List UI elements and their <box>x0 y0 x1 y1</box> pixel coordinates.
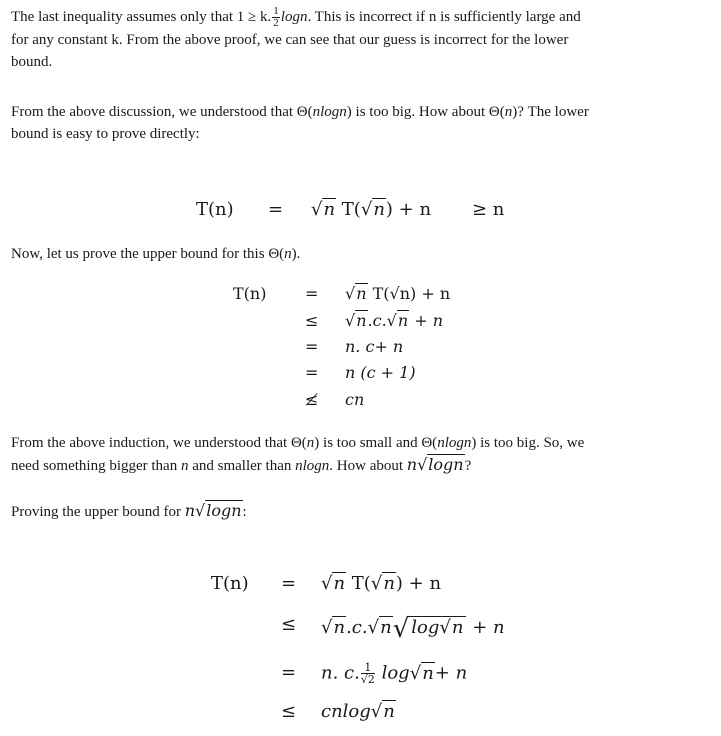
eq2-row-4: n (c + 1) <box>345 363 416 382</box>
eq2-row-3: n. c+ n <box>345 337 404 356</box>
p5-colon: : <box>242 504 247 520</box>
eq2-rel-1: = <box>305 284 319 303</box>
eq1-T: T( <box>336 199 361 220</box>
eq3-r2-end: + n <box>466 617 505 638</box>
eq3-r2-c: .c. <box>346 617 368 638</box>
eq3-rel-1: = <box>281 573 297 594</box>
eq2-row-2-expr: .c. <box>367 311 387 330</box>
p2-line1 <box>11 101 711 123</box>
p2-line2: bound is easy to prove directly: <box>11 126 200 142</box>
p1-text-a: The last inequality assumes only that 1 ≥ k. <box>11 9 272 25</box>
eq2-row-1: √n T(√n) + n <box>345 284 451 303</box>
eq1-ge-n: ≥ n <box>472 199 505 220</box>
eq1-sqrt-n-2: n <box>373 199 385 220</box>
p5-n: n <box>184 501 196 520</box>
eq3-row-2: √n.c.√n√ log√n + n <box>321 614 505 644</box>
p2-nlogn: nlogn <box>312 104 347 120</box>
p4-line2-a: need something bigger than <box>11 458 181 474</box>
eq2-row-1-expr: T(√n) + n <box>372 284 451 303</box>
p4-line1 <box>11 432 711 454</box>
p2-n: n <box>504 104 513 120</box>
p1-fraction <box>272 6 280 29</box>
eq3-r3-frac <box>361 662 375 685</box>
p1-frac-num: 1 <box>273 5 279 18</box>
p4-line2-c: and smaller than <box>188 458 296 474</box>
eq2-rel-5: ≰ <box>305 390 319 409</box>
p4-text-c: ) is too small and Θ( <box>314 435 438 451</box>
equation-3 <box>211 573 571 733</box>
eq1-plus-n: ) + n <box>385 199 432 220</box>
paragraph-1 <box>11 6 711 73</box>
eq3-lhs: T(n) <box>211 573 249 594</box>
p4-line2-nlogn: nlogn <box>295 458 330 474</box>
paragraph-3 <box>11 243 711 265</box>
eq3-row-1: √n T(√n) + n <box>321 573 442 594</box>
p4-text-a: From the above induction, we understood that Θ( <box>11 435 307 451</box>
p3-text-a: Now, let us prove the upper bound for this Θ( <box>11 246 285 262</box>
p4-text-e: ) is too big. So, we <box>471 435 585 451</box>
paragraph-5 <box>11 500 711 523</box>
p2-text-a: From the above discussion, we understood that Θ( <box>11 104 313 120</box>
p4-line2-e: . How about <box>329 458 407 474</box>
p4-line2-q: ? <box>464 458 472 474</box>
p4-sqrt-logn: √logn <box>417 455 464 474</box>
p1-line1 <box>11 6 711 29</box>
p4-line2-n: n <box>180 458 189 474</box>
p3-n: n <box>284 246 292 262</box>
eq2-rel-4: = <box>305 363 319 382</box>
eq3-row-3: n. c. $\frac{1}{√2}$ log√n+ n <box>321 661 468 686</box>
equation-2 <box>233 284 533 414</box>
eq3-r4-a: cnlog <box>321 701 371 722</box>
p4-line2 <box>11 454 711 477</box>
eq2-row-5: cn <box>345 390 365 409</box>
p3-text-c: ). <box>291 246 301 262</box>
eq2-rel-3: = <box>305 337 319 356</box>
paragraph-2 <box>11 101 711 145</box>
eq3-row-4: cnlog√n <box>321 701 395 722</box>
eq2-rel-2: ≤ <box>305 311 319 330</box>
p4-nlogn: nlogn <box>437 435 472 451</box>
p4-logn: logn <box>428 455 464 474</box>
p5-sqrt-logn: √logn <box>195 501 242 520</box>
p1-logn: logn <box>280 9 308 25</box>
p1-line3: bound. <box>11 54 53 71</box>
eq3-r1-mid: T( <box>346 573 371 594</box>
p4-line2-n2: n <box>406 455 418 474</box>
eq1-rhs: √n T(√n) + n <box>311 199 432 220</box>
p1-line2: for any constant k. From the above proof, we can see that our guess is incorrect for the lower <box>11 32 569 49</box>
eq3-r1-end: ) + n <box>395 573 442 594</box>
p5-text-a: Proving the upper bound for <box>11 504 185 520</box>
eq2-lhs: T(n) <box>233 284 267 303</box>
p1-text-c: . This is incorrect if n is sufficiently large and <box>307 9 581 25</box>
eq3-rel-2: ≤ <box>281 614 297 635</box>
eq3-r3-den: √2 <box>360 673 375 686</box>
eq3-r3-log: log <box>375 662 410 684</box>
p2-text-c: ) is too big. How about Θ( <box>346 104 505 120</box>
eq1-relation: = <box>268 199 284 220</box>
p2-text-e: )? The lower <box>512 104 589 120</box>
eq3-r2-log: log <box>411 617 440 638</box>
eq3-rel-3: = <box>281 662 297 683</box>
eq2-row-2: √n.c.√n + n <box>345 311 444 330</box>
eq1-sqrt-n: n <box>323 199 336 220</box>
p1-frac-den: 2 <box>273 17 279 30</box>
eq3-r3-end: + n <box>434 662 468 684</box>
paragraph-4 <box>11 432 711 477</box>
eq1-lhs: T(n) <box>196 199 234 220</box>
p4-n: n <box>306 435 315 451</box>
eq3-r2-bigsqrt: √ log√n <box>393 614 467 644</box>
eq3-r3-a: n. c. <box>321 662 360 684</box>
p5-logn: logn <box>206 501 242 520</box>
eq3-rel-4: ≤ <box>281 701 297 722</box>
eq3-r3-num: 1 <box>361 662 375 674</box>
